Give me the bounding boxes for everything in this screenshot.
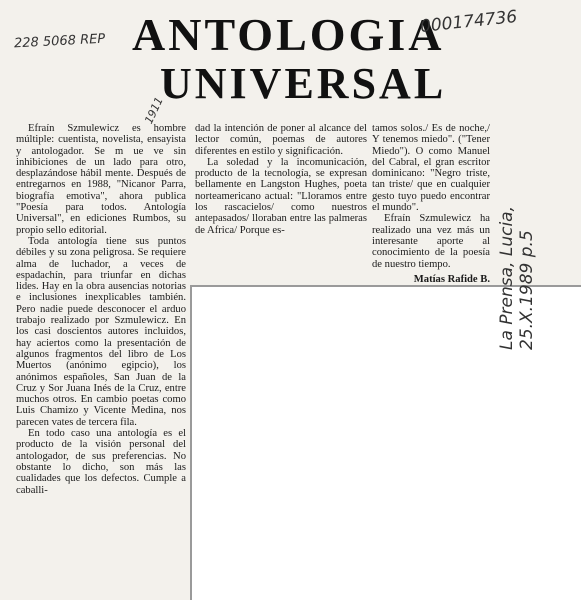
col2-paragraph-2: La soledad y la incomunicación, producto de la tecnología, se expresan bellamente en Langston Hughes, poeta norteamericano actual: "Lloramos entre los rascacielos/ como nuestros antepasados/ lloraban entre las palmeras de Africa/ Porque es- xyxy=(195,156,367,236)
article-column-3 xyxy=(372,123,490,285)
headline-line-1: ANTOLOGIA xyxy=(132,9,445,60)
headline-line-2: UNIVERSAL xyxy=(160,59,447,108)
col1-paragraph-2: Toda antología tiene sus puntos débiles y su zona peligrosa. Se requiere alma de luchador, a veces de espadachín, para triunfar en dichas lides. Hay en la obra ausencias notorias e inclusiones inexplicables también. Pero nadie puede desconocer el arduo trabajo realizado por Szmulewicz. En los casi doscientos autores incluidos, hay aciertos como la presentación de algunos fragmentos del libro de Los Muertos (anónimo egipcio), los anónimos españoles, San Juan de la Cruz y Sor Juana Inés de la Cruz, entre muchos otros. En cambio poetas como Luis Chamizo y Vicente Medina, nos parecen vates de tercera fila. xyxy=(16,235,186,428)
article-column-1 xyxy=(16,123,186,496)
clipping-edge-vertical xyxy=(190,286,192,600)
author-signature: Matías Rafide B. xyxy=(413,273,490,285)
handwritten-source-note: La Prensa, Lucia, 25.X.1989 p.5 xyxy=(497,206,537,350)
handwritten-year: 1911 xyxy=(142,95,166,126)
col2-paragraph-1: dad la intención de poner al alcance del lector común, poemas de autores diferentes en estilo y significación. xyxy=(195,123,367,157)
handwritten-catalog-number: 228 5068 REP xyxy=(13,31,106,52)
col3-paragraph-1: tamos solos./ Es de noche,/ Y tenemos miedo". ("Tener Miedo"). O como Manuel del Cabral, el gran escritor dominicano: "Negro triste, tan triste/ que en cualquier gesto tuyo puedo encontrar el mundo". xyxy=(372,123,490,214)
col3-paragraph-2: Efraín Szmulewicz ha realizado una vez más un interesante aporte al conocimiento de la poesía de nuestro tiempo. xyxy=(372,213,490,270)
handwritten-accession-number: 000174736 xyxy=(419,6,519,38)
article-column-2 xyxy=(195,123,367,236)
col1-paragraph-1: Efraín Szmulewicz es hombre múltiple: cuentista, novelista, ensayista y antologador. Se m ue ve sin inhibiciones de un lado para otro, desplazándose hábil mente. Después de entregarnos en 1988, "Nicanor Parra, biografía emotiva", ahora publica "Poesía para todos. Antología Universal", en ediciones Rumbos, su propio sello editorial. xyxy=(16,123,186,236)
col1-paragraph-3: En todo caso una antología es el producto de la visión personal del antologador, de sus preferencias. No obstante lo dicho, son más las cualidades que los defectos. Cumple a caballi- xyxy=(16,428,186,496)
